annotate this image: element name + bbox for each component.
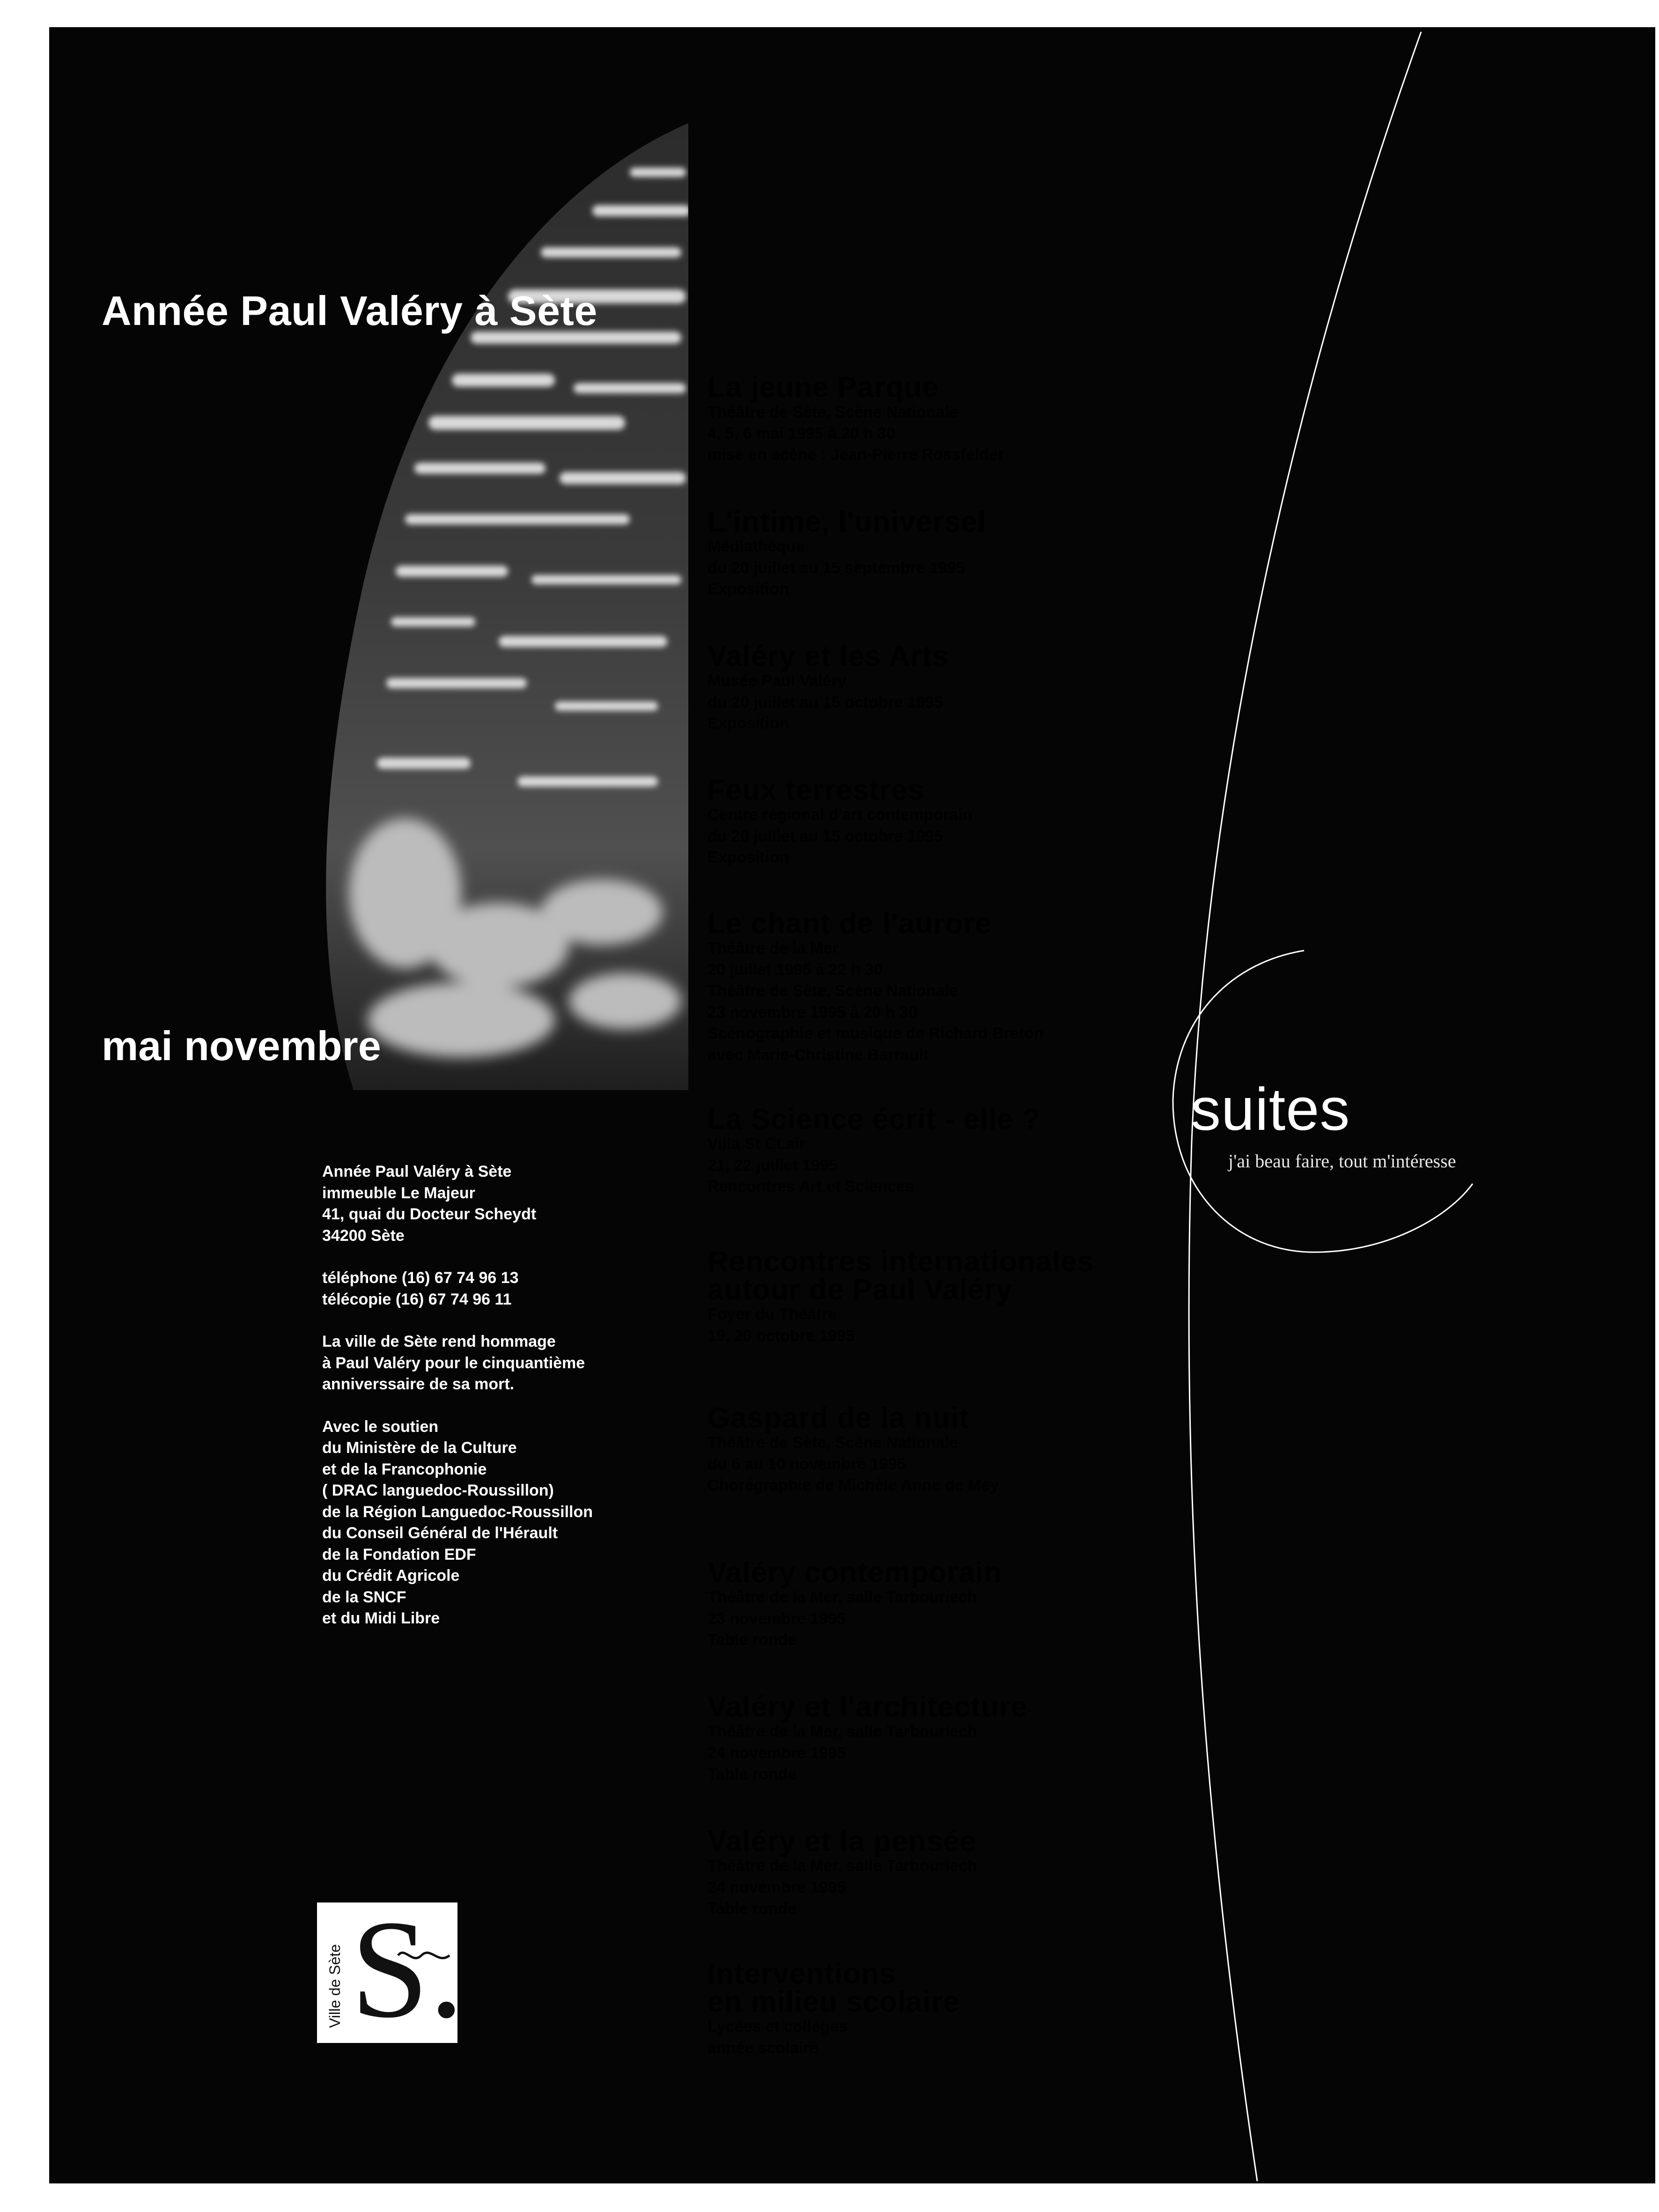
event-title: Gaspard de la nuit [708, 1402, 969, 1434]
event-interventions-milieu-scolaire [708, 1960, 959, 2059]
event-detail: Scénographie et musique de Richard Breton [708, 1025, 1044, 1042]
support-line: et du Midi Libre [322, 1609, 440, 1627]
event-detail: Exposition [708, 715, 789, 732]
event-title: Valéry contemporain [708, 1556, 1002, 1589]
event-detail: Théâtre de Sète, Scène Nationale [708, 403, 958, 421]
event-detail: Lycées et collèges [708, 2018, 848, 2035]
event-detail: Médiathèque [708, 538, 805, 555]
support-line: Avec le soutien [322, 1417, 439, 1436]
address-line: Année Paul Valéry à Sète [322, 1163, 512, 1180]
event-intime-universel [708, 508, 986, 600]
event-detail: 23 novembre 1995 [708, 1609, 846, 1628]
event-gaspard-de-la-nuit [708, 1404, 999, 1497]
tribute-line: anniverssaire de sa mort. [322, 1375, 515, 1393]
event-title: Valéry et la pensée [708, 1825, 976, 1858]
support-line: du Crédit Agricole [322, 1567, 460, 1585]
support-line: de la SNCF [322, 1588, 406, 1606]
support-line: de la Région Languedoc-Roussillon [322, 1503, 593, 1521]
support-line: du Conseil Général de l'Hérault [322, 1524, 558, 1542]
logo-letter: S. [351, 1891, 464, 2047]
event-title: en milieu scolaire [708, 1986, 960, 2018]
event-detail: du 6 au 10 novembre 1995 [708, 1455, 906, 1473]
event-title: Interventions [708, 1958, 896, 1990]
event-title: L'intime, l'universel [708, 506, 986, 538]
tribute-line: La ville de Sète rend hommage [322, 1333, 556, 1350]
support-line: et de la Francophonie [322, 1460, 487, 1478]
event-detail: Centre régional d'art contemporain [708, 806, 973, 824]
event-detail: 21, 22 juillet 1995 [708, 1156, 838, 1174]
event-valery-et-les-arts [708, 642, 949, 735]
event-detail: 24 novembre 1995 [708, 1878, 846, 1896]
event-detail: Rencontres Art et Sciences [708, 1178, 914, 1195]
address-line: 34200 Sète [322, 1226, 405, 1245]
event-detail: Exposition [708, 848, 789, 866]
event-detail: Foyer du Théâtre [708, 1305, 837, 1323]
event-valery-et-la-pensee [708, 1825, 977, 1920]
event-title: autour de Paul Valéry [708, 1274, 1013, 1306]
event-feux-terrestres [708, 776, 972, 869]
fax-line: télécopie (16) 67 74 96 11 [322, 1290, 512, 1308]
event-la-jeune-parque [708, 371, 1004, 466]
support-line: de la Fondation EDF [322, 1545, 476, 1563]
event-valery-contemporain [708, 1556, 1002, 1651]
support-line: ( DRAC languedoc-Roussillon) [322, 1482, 554, 1499]
event-detail: Musée Paul Valéry [708, 672, 847, 690]
event-detail: Théâtre de la Mer, salle Tarbouriech [708, 1588, 977, 1606]
event-detail: Table ronde [708, 1900, 797, 1917]
event-title: Rencontres internationales [708, 1246, 1094, 1278]
event-detail: Villa St CLair [708, 1135, 806, 1153]
event-detail: Exposition [708, 580, 789, 598]
event-valery-et-l-architecture [708, 1693, 1027, 1785]
support-line: du Ministère de la Culture [322, 1439, 517, 1457]
event-detail: Chorégraphie de Michèle Anne de Mey [708, 1476, 999, 1494]
poster [49, 27, 1655, 2183]
event-detail: Théâtre de Sète, Scène Nationale [708, 1434, 958, 1452]
main-title: Année Paul Valéry à Sète [102, 288, 597, 334]
logo-vertical-text: Ville de Sète [326, 1944, 343, 2028]
event-detail: 23 novembre 1995 à 20 h 30 [708, 1003, 917, 1021]
event-detail: du 20 juillet au 15 octobre 1995 [708, 827, 943, 845]
event-title: Feux terrestres [708, 774, 925, 806]
event-detail: du 20 juillet au 15 octobre 1995 [708, 693, 943, 711]
address-line: 41, quai du Docteur Scheydt [322, 1205, 537, 1223]
event-la-science-ecrit-elle [708, 1103, 1040, 1198]
dates-title: mai novembre [102, 1023, 381, 1069]
event-detail: Théâtre de la Mer, salle Tarbouriech [708, 1857, 977, 1875]
event-title: Le chant de l'aurore [708, 907, 992, 940]
wave-icon [396, 1944, 452, 1967]
event-detail: Table ronde [708, 1631, 797, 1649]
suites-title: suites [1191, 1076, 1350, 1143]
event-title: La Science écrit - elle ? [708, 1103, 1040, 1135]
event-detail: Théâtre de la Mer, salle Tarbouriech [708, 1723, 977, 1740]
tribute-line: à Paul Valéry pour le cinquantième [322, 1354, 585, 1372]
event-detail: du 20 juillet au 15 septembre 1995 [708, 559, 965, 577]
event-detail: année scolaire [708, 2039, 818, 2057]
event-title: Valéry et les Arts [708, 640, 949, 672]
event-detail: 19, 20 octobre 1995 [708, 1327, 855, 1345]
event-detail: Théâtre de la Mer [708, 939, 839, 957]
event-chant-de-l-aurore [708, 907, 1044, 1066]
event-detail: mise en scène : Jean-Pierre Rossfelder [708, 446, 1004, 464]
event-detail: Table ronde [708, 1765, 797, 1783]
address-block [322, 1161, 725, 1630]
event-detail: 24 novembre 1995 [708, 1744, 846, 1762]
address-line: immeuble Le Majeur [322, 1184, 475, 1202]
event-title: Valéry et l'architecture [708, 1691, 1028, 1723]
event-detail: Théâtre de Sète, Scène Nationale [708, 982, 958, 1000]
phone-line: téléphone (16) 67 74 96 13 [322, 1269, 519, 1287]
event-title: La jeune Parque [708, 371, 939, 404]
suites-subtitle: j'ai beau faire, tout m'intéresse [1228, 1150, 1456, 1172]
event-detail: 4, 5, 6 mai 1995 à 20 h 30 [708, 424, 895, 442]
event-rencontres-internationales [708, 1248, 1094, 1347]
ville-de-sete-logo [317, 1891, 464, 2047]
event-detail: 20 juillet 1995 à 22 h 30 [708, 960, 883, 979]
event-detail: avec Marie-Christine Barrault [708, 1046, 929, 1064]
